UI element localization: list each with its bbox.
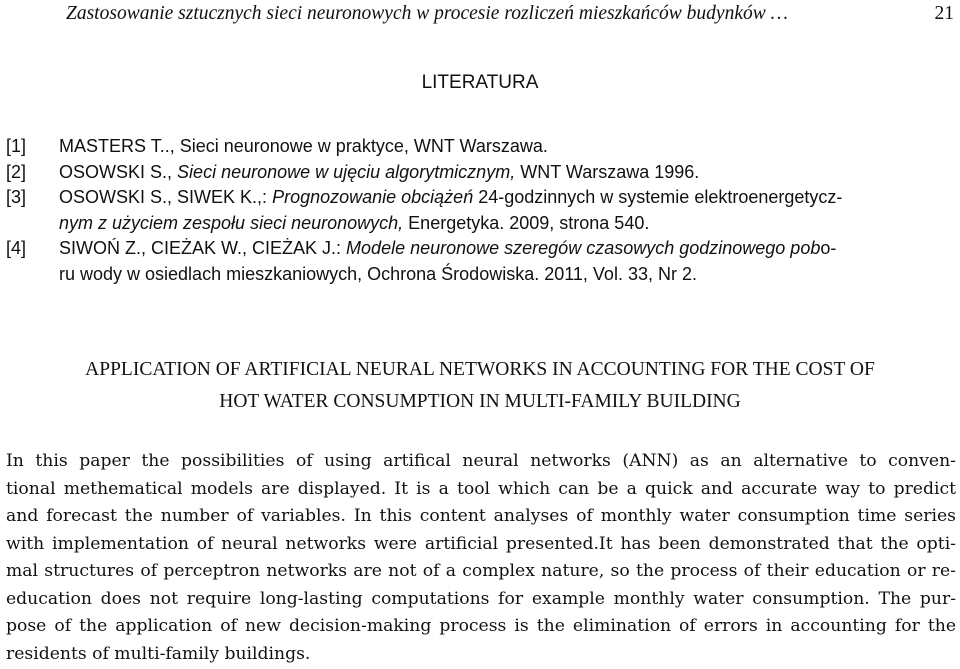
literature-heading: LITERATURA xyxy=(421,72,539,93)
reference-list xyxy=(6,134,956,287)
reference-authors: OSOWSKI S., SIWEK K.,: xyxy=(59,187,268,207)
reference-authors: SIWOŃ Z., CIEŻAK W., CIEŻAK J.: xyxy=(59,238,342,258)
running-header xyxy=(66,0,954,28)
running-header-title: Zastosowanie sztucznych sieci neuronowych w procesie rozliczeń mieszkańców budynków … xyxy=(66,3,788,24)
abstract-line: pose of the application of new decision-making process is the elimination of errors in accounting for the xyxy=(6,616,956,636)
abstract-line: and forecast the number of variables. In this content analyses of monthly water consumption time series xyxy=(6,506,956,526)
reference-authors: MASTERS T.., xyxy=(59,136,175,156)
abstract-line: education does not require long-lasting computations for example monthly water consumption. The pur- xyxy=(6,588,956,609)
reference-source: Energetyka. 2009, strona 540. xyxy=(408,212,650,233)
reference-title: Sieci neuronowe w praktyce, xyxy=(179,136,409,156)
reference-title: Sieci neuronowe w ujęciu algorytmicznym, xyxy=(177,161,516,182)
abstract-line: mal structures of perceptron networks are not of a complex nature, so the process of their education or re- xyxy=(6,561,956,581)
abstract xyxy=(6,448,956,668)
reference-item xyxy=(6,160,956,186)
abstract-line: In this paper the possibilities of using artifical neural networks (ANN) as an alternative to conven- xyxy=(6,451,956,471)
abstract-line: tional methematical models are displayed. It is a tool which can be a quick and accurate way to predict xyxy=(6,478,956,499)
reference-source: ru wody w osiedlach mieszkaniowych, Ochrona Środowiska. 2011, Vol. 33, Nr 2. xyxy=(59,263,697,284)
abstract-line: residents of multi-family buildings. xyxy=(6,643,311,664)
english-title xyxy=(0,354,960,418)
reference-item xyxy=(6,134,956,160)
page-number: 21 xyxy=(934,3,954,24)
reference-details: 24-godzinnych w systemie elektroenergetycz- xyxy=(478,187,843,207)
english-title-line: HOT WATER CONSUMPTION IN MULTI-FAMILY BUILDING xyxy=(219,391,741,412)
reference-item xyxy=(6,236,956,287)
reference-publisher: WNT Warszawa. xyxy=(413,136,548,156)
english-title-line: APPLICATION OF ARTIFICIAL NEURAL NETWORKS IN ACCOUNTING FOR THE COST OF xyxy=(85,359,875,380)
reference-item xyxy=(6,185,956,236)
reference-number: [2] xyxy=(6,161,27,182)
reference-number: [1] xyxy=(6,136,27,156)
abstract-line: with implementation of neural networks were artificial presented.It has been demonstrated that the opti- xyxy=(6,533,956,554)
reference-number: [3] xyxy=(6,187,27,207)
reference-number: [4] xyxy=(6,238,27,258)
reference-hyphen: o- xyxy=(820,238,837,258)
reference-authors: OSOWSKI S., xyxy=(59,161,173,182)
reference-title-continued: nym z użyciem zespołu sieci neuronowych, xyxy=(59,212,404,233)
reference-title: Modele neuronowe szeregów czasowych godzinowego pob xyxy=(346,238,821,258)
reference-title: Prognozowanie obciążeń xyxy=(272,187,474,207)
reference-publisher: WNT Warszawa 1996. xyxy=(520,161,700,182)
